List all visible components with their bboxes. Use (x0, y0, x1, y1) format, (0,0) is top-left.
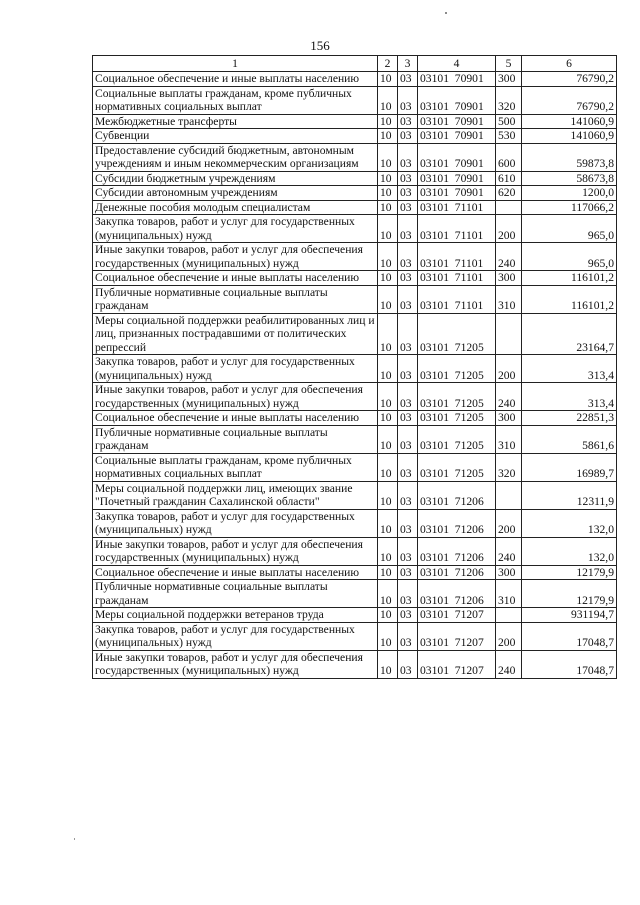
cell-c4: 03101 71207 (418, 608, 496, 623)
cell-c5: 600 (496, 143, 522, 171)
table-row (93, 86, 617, 114)
cell-c2: 10 (378, 285, 398, 313)
cell-c5: 530 (496, 129, 522, 144)
cell-c2: 10 (378, 243, 398, 271)
table-row (93, 453, 617, 481)
cell-name: Иные закупки товаров, работ и услуг для обеспечения государственных (муниципальных) нужд (93, 650, 378, 678)
cell-c3: 03 (398, 313, 418, 355)
cell-c5: 310 (496, 285, 522, 313)
cell-c6: 117066,2 (522, 200, 617, 215)
cell-c6: 1200,0 (522, 186, 617, 201)
table-row (93, 411, 617, 426)
cell-c4: 03101 71101 (418, 215, 496, 243)
cell-c3: 03 (398, 453, 418, 481)
cell-name: Межбюджетные трансферты (93, 114, 378, 129)
cell-c4: 03101 70901 (418, 129, 496, 144)
cell-c6: 116101,2 (522, 271, 617, 286)
table-row (93, 565, 617, 580)
table-row (93, 509, 617, 537)
cell-c3: 03 (398, 650, 418, 678)
cell-c4: 03101 71205 (418, 355, 496, 383)
cell-c4: 03101 71101 (418, 200, 496, 215)
cell-c2: 10 (378, 608, 398, 623)
cell-c6: 58673,8 (522, 171, 617, 186)
cell-c5 (496, 481, 522, 509)
cell-c5: 300 (496, 72, 522, 87)
table-row (93, 143, 617, 171)
cell-name: Меры социальной поддержки ветеранов труда (93, 608, 378, 623)
table-row (93, 186, 617, 201)
cell-c2: 10 (378, 215, 398, 243)
cell-c2: 10 (378, 481, 398, 509)
cell-c4: 03101 71205 (418, 313, 496, 355)
cell-c2: 10 (378, 129, 398, 144)
cell-c2: 10 (378, 86, 398, 114)
cell-name: Социальное обеспечение и иные выплаты населению (93, 411, 378, 426)
cell-c6: 313,4 (522, 383, 617, 411)
cell-c2: 10 (378, 509, 398, 537)
cell-c3: 03 (398, 509, 418, 537)
cell-c4: 03101 70901 (418, 72, 496, 87)
cell-c3: 03 (398, 114, 418, 129)
cell-c3: 03 (398, 186, 418, 201)
cell-c2: 10 (378, 114, 398, 129)
cell-c4: 03101 71205 (418, 425, 496, 453)
cell-name: Закупка товаров, работ и услуг для государственных (муниципальных) нужд (93, 215, 378, 243)
cell-c3: 03 (398, 425, 418, 453)
cell-c2: 10 (378, 411, 398, 426)
cell-c6: 12179,9 (522, 580, 617, 608)
cell-c5: 320 (496, 86, 522, 114)
cell-c4: 03101 71101 (418, 243, 496, 271)
cell-c5 (496, 200, 522, 215)
cell-c3: 03 (398, 171, 418, 186)
cell-name: Публичные нормативные социальные выплаты гражданам (93, 580, 378, 608)
cell-c4: 03101 71206 (418, 565, 496, 580)
cell-name: Иные закупки товаров, работ и услуг для обеспечения государственных (муниципальных) нужд (93, 537, 378, 565)
cell-c3: 03 (398, 580, 418, 608)
cell-name: Денежные пособия молодым специалистам (93, 200, 378, 215)
cell-c5: 500 (496, 114, 522, 129)
cell-c6: 116101,2 (522, 285, 617, 313)
cell-name: Закупка товаров, работ и услуг для государственных (муниципальных) нужд (93, 622, 378, 650)
cell-c2: 10 (378, 453, 398, 481)
table-row (93, 313, 617, 355)
cell-c4: 03101 70901 (418, 143, 496, 171)
page-number: 156 (310, 38, 330, 53)
cell-c5 (496, 608, 522, 623)
cell-c2: 10 (378, 200, 398, 215)
table-row (93, 114, 617, 129)
cell-c2: 10 (378, 650, 398, 678)
cell-c4: 03101 71207 (418, 622, 496, 650)
cell-c2: 10 (378, 565, 398, 580)
cell-c2: 10 (378, 72, 398, 87)
table-header-row (93, 56, 617, 72)
table-row (93, 537, 617, 565)
cell-c6: 12179,9 (522, 565, 617, 580)
cell-c6: 12311,9 (522, 481, 617, 509)
table-row (93, 215, 617, 243)
cell-name: Субвенции (93, 129, 378, 144)
table-row (93, 200, 617, 215)
cell-c3: 03 (398, 143, 418, 171)
table-row (93, 608, 617, 623)
column-header: 5 (496, 56, 522, 72)
cell-c6: 5861,6 (522, 425, 617, 453)
table-row (93, 72, 617, 87)
cell-c3: 03 (398, 86, 418, 114)
column-header: 1 (93, 56, 378, 72)
cell-name: Меры социальной поддержки лиц, имеющих звание "Почетный гражданин Сахалинской области" (93, 481, 378, 509)
cell-c6: 931194,7 (522, 608, 617, 623)
cell-c6: 141060,9 (522, 129, 617, 144)
cell-c3: 03 (398, 200, 418, 215)
cell-c6: 17048,7 (522, 650, 617, 678)
cell-c2: 10 (378, 580, 398, 608)
cell-c3: 03 (398, 481, 418, 509)
cell-c2: 10 (378, 171, 398, 186)
cell-name: Социальное обеспечение и иные выплаты населению (93, 72, 378, 87)
cell-c6: 132,0 (522, 537, 617, 565)
table-row (93, 243, 617, 271)
cell-c5: 610 (496, 171, 522, 186)
table-row (93, 129, 617, 144)
cell-c2: 10 (378, 313, 398, 355)
table-row (93, 271, 617, 286)
table-row (93, 383, 617, 411)
cell-c4: 03101 71205 (418, 411, 496, 426)
cell-c4: 03101 71207 (418, 650, 496, 678)
cell-c5: 200 (496, 215, 522, 243)
cell-c5: 200 (496, 622, 522, 650)
cell-c5: 240 (496, 537, 522, 565)
cell-c5 (496, 313, 522, 355)
cell-c6: 965,0 (522, 243, 617, 271)
cell-c5: 300 (496, 411, 522, 426)
cell-name: Меры социальной поддержки реабилитированных лиц и лиц, признанных пострадавшими от политических репрессий (93, 313, 378, 355)
table-row (93, 622, 617, 650)
budget-table (92, 55, 617, 679)
cell-name: Предоставление субсидий бюджетным, автономным учреждениям и иным некоммерческим организациям (93, 143, 378, 171)
cell-c3: 03 (398, 285, 418, 313)
cell-c5: 620 (496, 186, 522, 201)
cell-c5: 240 (496, 243, 522, 271)
table-row (93, 580, 617, 608)
cell-c3: 03 (398, 537, 418, 565)
cell-name: Иные закупки товаров, работ и услуг для обеспечения государственных (муниципальных) нужд (93, 383, 378, 411)
cell-c4: 03101 70901 (418, 186, 496, 201)
cell-c6: 76790,2 (522, 86, 617, 114)
cell-c5: 320 (496, 453, 522, 481)
scan-speck (74, 838, 75, 840)
cell-c2: 10 (378, 271, 398, 286)
table-row (93, 425, 617, 453)
cell-name: Публичные нормативные социальные выплаты гражданам (93, 285, 378, 313)
cell-c4: 03101 71206 (418, 537, 496, 565)
cell-c4: 03101 71205 (418, 383, 496, 411)
cell-c6: 141060,9 (522, 114, 617, 129)
cell-c2: 10 (378, 537, 398, 565)
cell-name: Закупка товаров, работ и услуг для государственных (муниципальных) нужд (93, 509, 378, 537)
table-row (93, 171, 617, 186)
cell-name: Социальное обеспечение и иные выплаты населению (93, 271, 378, 286)
cell-c3: 03 (398, 355, 418, 383)
cell-c4: 03101 71101 (418, 271, 496, 286)
cell-c6: 59873,8 (522, 143, 617, 171)
cell-c3: 03 (398, 565, 418, 580)
cell-c5: 300 (496, 565, 522, 580)
cell-c6: 23164,7 (522, 313, 617, 355)
cell-c3: 03 (398, 622, 418, 650)
cell-c2: 10 (378, 622, 398, 650)
cell-c3: 03 (398, 72, 418, 87)
column-header: 2 (378, 56, 398, 72)
column-header: 6 (522, 56, 617, 72)
cell-c4: 03101 71206 (418, 481, 496, 509)
cell-name: Социальное обеспечение и иные выплаты населению (93, 565, 378, 580)
scan-speck (445, 12, 447, 14)
cell-c4: 03101 71206 (418, 509, 496, 537)
cell-name: Социальные выплаты гражданам, кроме публичных нормативных социальных выплат (93, 453, 378, 481)
cell-name: Социальные выплаты гражданам, кроме публичных нормативных социальных выплат (93, 86, 378, 114)
cell-c5: 200 (496, 355, 522, 383)
cell-c4: 03101 70901 (418, 86, 496, 114)
cell-c3: 03 (398, 383, 418, 411)
cell-c6: 313,4 (522, 355, 617, 383)
cell-c2: 10 (378, 186, 398, 201)
cell-c2: 10 (378, 425, 398, 453)
cell-name: Закупка товаров, работ и услуг для государственных (муниципальных) нужд (93, 355, 378, 383)
table-row (93, 481, 617, 509)
cell-c5: 200 (496, 509, 522, 537)
cell-c6: 16989,7 (522, 453, 617, 481)
cell-c3: 03 (398, 215, 418, 243)
cell-name: Публичные нормативные социальные выплаты гражданам (93, 425, 378, 453)
cell-c3: 03 (398, 271, 418, 286)
cell-c6: 132,0 (522, 509, 617, 537)
cell-c5: 240 (496, 383, 522, 411)
table-row (93, 650, 617, 678)
cell-c2: 10 (378, 355, 398, 383)
cell-c4: 03101 70901 (418, 171, 496, 186)
cell-c6: 22851,3 (522, 411, 617, 426)
column-header: 3 (398, 56, 418, 72)
cell-c3: 03 (398, 608, 418, 623)
cell-c4: 03101 71205 (418, 453, 496, 481)
column-header: 4 (418, 56, 496, 72)
cell-c3: 03 (398, 129, 418, 144)
table-row (93, 355, 617, 383)
cell-c5: 240 (496, 650, 522, 678)
cell-name: Субсидии бюджетным учреждениям (93, 171, 378, 186)
cell-c5: 300 (496, 271, 522, 286)
cell-name: Субсидии автономным учреждениям (93, 186, 378, 201)
cell-c6: 17048,7 (522, 622, 617, 650)
cell-c2: 10 (378, 383, 398, 411)
cell-c6: 965,0 (522, 215, 617, 243)
cell-c5: 310 (496, 425, 522, 453)
cell-c2: 10 (378, 143, 398, 171)
cell-c6: 76790,2 (522, 72, 617, 87)
cell-c5: 310 (496, 580, 522, 608)
table-row (93, 285, 617, 313)
cell-c4: 03101 71101 (418, 285, 496, 313)
cell-c3: 03 (398, 411, 418, 426)
cell-c3: 03 (398, 243, 418, 271)
cell-c4: 03101 71206 (418, 580, 496, 608)
cell-name: Иные закупки товаров, работ и услуг для обеспечения государственных (муниципальных) нужд (93, 243, 378, 271)
cell-c4: 03101 70901 (418, 114, 496, 129)
